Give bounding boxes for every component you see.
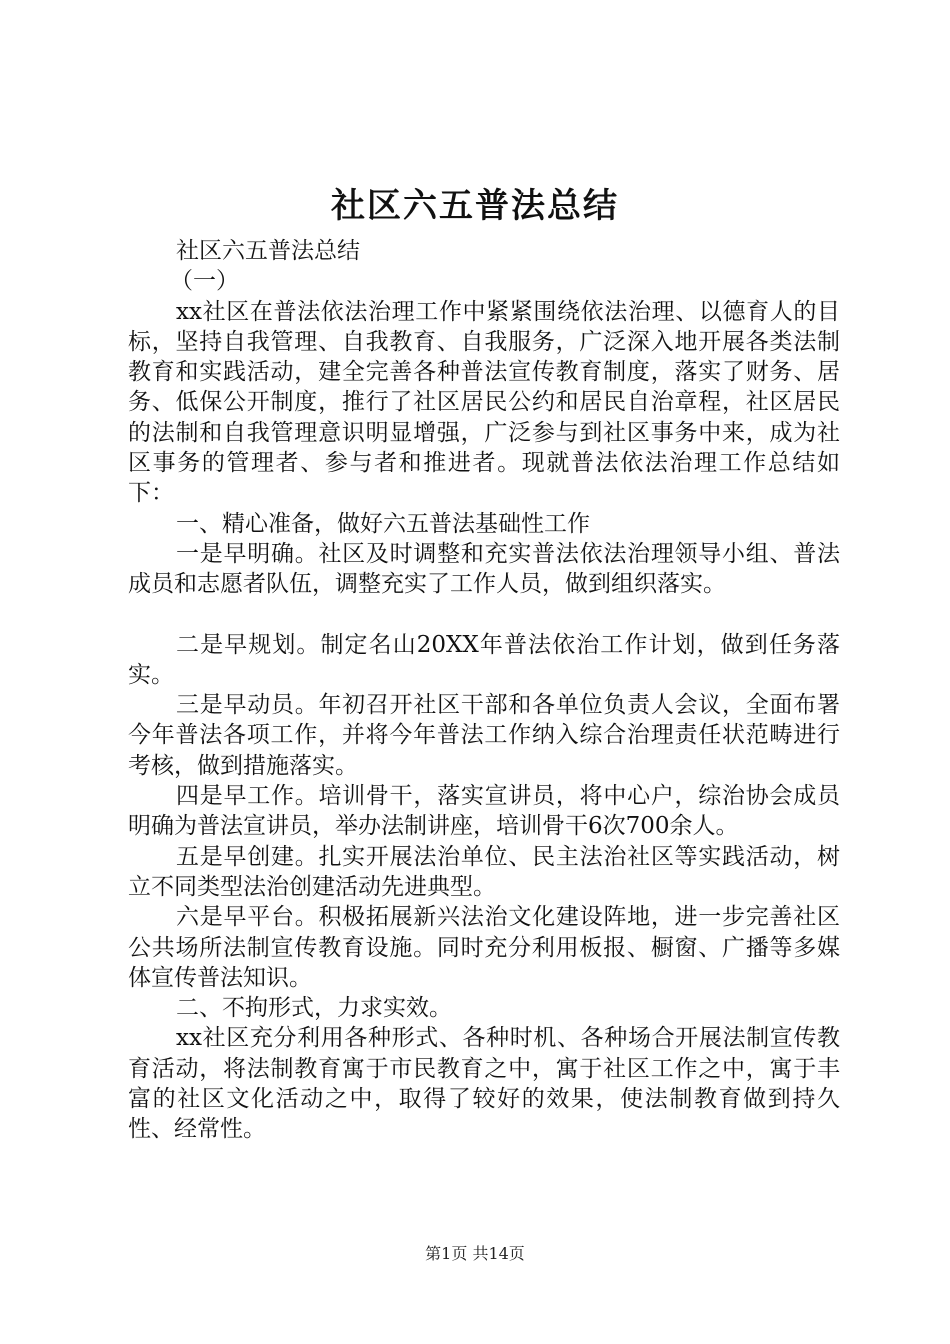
- paragraph-item-1: 一是早明确。社区及时调整和充实普法依法治理领导小组、普法成员和志愿者队伍，调整充实了工作人员，做到组织落实。: [128, 540, 840, 598]
- document-subtitle: 社区六五普法总结: [176, 238, 360, 264]
- paragraph-section-2: xx社区充分利用各种形式、各种时机、各种场合开展法制宣传教育活动，将法制教育寓于市民教育之中，寓于社区工作之中，寓于丰富的社区文化活动之中，取得了较好的效果，使法制教育做到持久性、经常性。: [128, 1025, 840, 1143]
- section-mark: （一）: [170, 268, 239, 295]
- document-body: [128, 236, 840, 1145]
- section-heading-1: 一、精心准备，做好六五普法基础性工作: [176, 510, 590, 537]
- paragraph-item-2: 二是早规划。制定名山20XX年普法依治工作计划，做到任务落实。: [128, 631, 840, 688]
- section-heading-2: 二、不拘形式，力求实效。: [176, 995, 452, 1022]
- paragraph-item-3: 三是早动员。年初召开社区干部和各单位负责人会议，全面布署今年普法各项工作，并将今年普法工作纳入综合治理责任状范畴进行考核，做到措施落实。: [128, 692, 840, 779]
- paragraph-item-5: 五是早创建。扎实开展法治单位、民主法治社区等实践活动，树立不同类型法治创建活动先进典型。: [128, 843, 840, 900]
- paragraph-item-6: 六是早平台。积极拓展新兴法治文化建设阵地，进一步完善社区公共场所法制宣传教育设施。同时充分利用板报、橱窗、广播等多媒体宣传普法知识。: [128, 904, 840, 991]
- page-footer: 第1页 共14页: [425, 1244, 525, 1263]
- paragraph-intro: xx社区在普法依法治理工作中紧紧围绕依法治理、以德育人的目标，坚持自我管理、自我教育、自我服务，广泛深入地开展各类法制教育和实践活动，建全完善各种普法宣传教育制度，落实了财务、居务、低保公开制度，推行了社区居民公约和居民自治章程，社区居民的法制和自我管理意识明显增强，广泛参与到社区事务中来，成为社区事务的管理者、参与者和推进者。现就普法依法治理工作总结如下：: [128, 298, 840, 507]
- document-title: 社区六五普法总结: [331, 186, 619, 226]
- paragraph-item-4: 四是早工作。培训骨干，落实宣讲员，将中心户，综治协会成员明确为普法宣讲员，举办法制讲座，培训骨干6次700余人。: [128, 783, 840, 840]
- paragraph-gap: [128, 600, 840, 630]
